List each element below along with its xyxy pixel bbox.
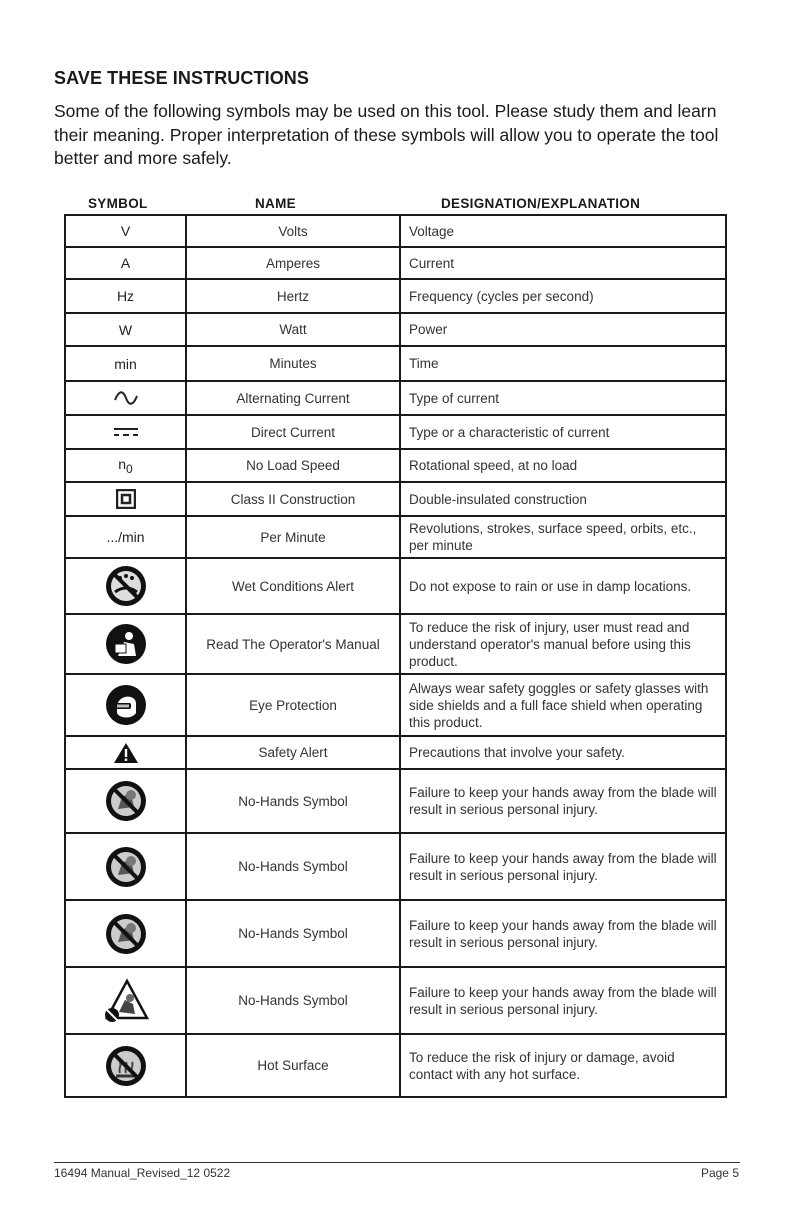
name-cell: Volts [186, 215, 400, 247]
table-row [65, 516, 726, 558]
designation-cell: Failure to keep your hands away from the blade will result in serious personal injury. [400, 967, 726, 1034]
name-cell: Amperes [186, 247, 400, 279]
table-row [65, 279, 726, 313]
symbol-cell [65, 558, 186, 614]
designation-cell: Double-insulated construction [400, 482, 726, 516]
footer-divider [54, 1162, 740, 1163]
table-row [65, 674, 726, 736]
no-hands-icon [66, 779, 185, 823]
safety-alert-icon [66, 742, 185, 764]
name-cell: Per Minute [186, 516, 400, 558]
name-cell: Wet Conditions Alert [186, 558, 400, 614]
name-cell: Watt [186, 313, 400, 346]
designation-cell: Voltage [400, 215, 726, 247]
symbol-cell [65, 833, 186, 900]
name-cell: No-Hands Symbol [186, 900, 400, 967]
no-hands-icon [66, 845, 185, 889]
designation-cell: Failure to keep your hands away from the blade will result in serious personal injury. [400, 769, 726, 833]
designation-cell: Current [400, 247, 726, 279]
table-row [65, 381, 726, 415]
class-ii-construction-icon [66, 489, 185, 509]
no-hands-icon [66, 912, 185, 956]
name-cell: Class II Construction [186, 482, 400, 516]
symbol-cell [65, 415, 186, 449]
symbol-cell [65, 674, 186, 736]
table-row [65, 215, 726, 247]
symbol-cell [65, 614, 186, 674]
table-row [65, 736, 726, 769]
symbol-text: A [120, 255, 131, 271]
symbol-cell [65, 769, 186, 833]
designation-cell: To reduce the risk of injury, user must read and understand operator's manual before using this product. [400, 614, 726, 674]
designation-cell: Frequency (cycles per second) [400, 279, 726, 313]
symbol-cell [65, 346, 186, 381]
designation-cell: To reduce the risk of injury or damage, avoid contact with any hot surface. [400, 1034, 726, 1097]
table-row [65, 313, 726, 346]
no-hands-triangle-icon [66, 978, 185, 1024]
wet-conditions-icon [66, 564, 185, 608]
name-cell: Hertz [186, 279, 400, 313]
name-cell: No Load Speed [186, 449, 400, 482]
header-symbol: SYMBOL [88, 196, 148, 211]
designation-cell: Time [400, 346, 726, 381]
table-row [65, 833, 726, 900]
page-title: SAVE THESE INSTRUCTIONS [54, 68, 309, 88]
symbol-cell [65, 215, 186, 247]
table-row [65, 967, 726, 1034]
table-row [65, 614, 726, 674]
symbol-cell [65, 381, 186, 415]
symbols-table [64, 214, 727, 1098]
designation-cell: Failure to keep your hands away from the blade will result in serious personal injury. [400, 900, 726, 967]
alternating-current-icon [66, 390, 185, 406]
table-row [65, 415, 726, 449]
symbol-text: V [120, 223, 131, 239]
table-row [65, 247, 726, 279]
symbol-cell [65, 1034, 186, 1097]
designation-cell: Precautions that involve your safety. [400, 736, 726, 769]
designation-cell: Power [400, 313, 726, 346]
name-cell: No-Hands Symbol [186, 967, 400, 1034]
table-row [65, 558, 726, 614]
designation-cell: Type or a characteristic of current [400, 415, 726, 449]
header-designation: DESIGNATION/EXPLANATION [441, 196, 641, 211]
symbol-cell [65, 900, 186, 967]
name-cell: Read The Operator's Manual [186, 614, 400, 674]
eye-protection-icon [66, 683, 185, 727]
intro-paragraph: Some of the following symbols may be used on this tool. Please study them and learn their meaning. Proper interpretation of these symbols will allow you to operate the tool better and more safely. [54, 101, 719, 168]
footer-doc-id: 16494 Manual_Revised_12 0522 [54, 1166, 231, 1180]
symbol-cell [65, 967, 186, 1034]
name-cell: Direct Current [186, 415, 400, 449]
designation-cell: Rotational speed, at no load [400, 449, 726, 482]
symbol-cell [65, 449, 186, 482]
name-cell: Safety Alert [186, 736, 400, 769]
symbol-cell [65, 247, 186, 279]
direct-current-icon [66, 426, 185, 438]
symbol-cell [65, 736, 186, 769]
table-row [65, 900, 726, 967]
hot-surface-icon [66, 1044, 185, 1088]
designation-cell: Always wear safety goggles or safety glasses with side shields and a full face shield when operating this product. [400, 674, 726, 736]
table-row [65, 769, 726, 833]
symbol-text: Hz [116, 288, 135, 304]
read-manual-icon [66, 622, 185, 666]
table-row [65, 1034, 726, 1097]
designation-cell: Type of current [400, 381, 726, 415]
name-cell: No-Hands Symbol [186, 769, 400, 833]
symbol-text: .../min [106, 529, 145, 545]
name-cell: Alternating Current [186, 381, 400, 415]
designation-cell: Revolutions, strokes, surface speed, orbits, etc., per minute [400, 516, 726, 558]
designation-cell: Do not expose to rain or use in damp locations. [400, 558, 726, 614]
symbol-text: W [118, 321, 133, 338]
name-cell: Eye Protection [186, 674, 400, 736]
designation-cell: Failure to keep your hands away from the blade will result in serious personal injury. [400, 833, 726, 900]
name-cell: Minutes [186, 346, 400, 381]
header-name: NAME [255, 196, 296, 211]
name-cell: Hot Surface [186, 1034, 400, 1097]
table-row [65, 449, 726, 482]
symbol-text: $n_0$ [118, 455, 133, 476]
name-cell: No-Hands Symbol [186, 833, 400, 900]
symbol-cell [65, 279, 186, 313]
table-row [65, 346, 726, 381]
symbol-cell [65, 482, 186, 516]
footer-page-number: Page 5 [700, 1166, 739, 1180]
symbol-text: min [114, 355, 137, 372]
table-row [65, 482, 726, 516]
symbol-cell [65, 516, 186, 558]
symbol-cell [65, 313, 186, 346]
